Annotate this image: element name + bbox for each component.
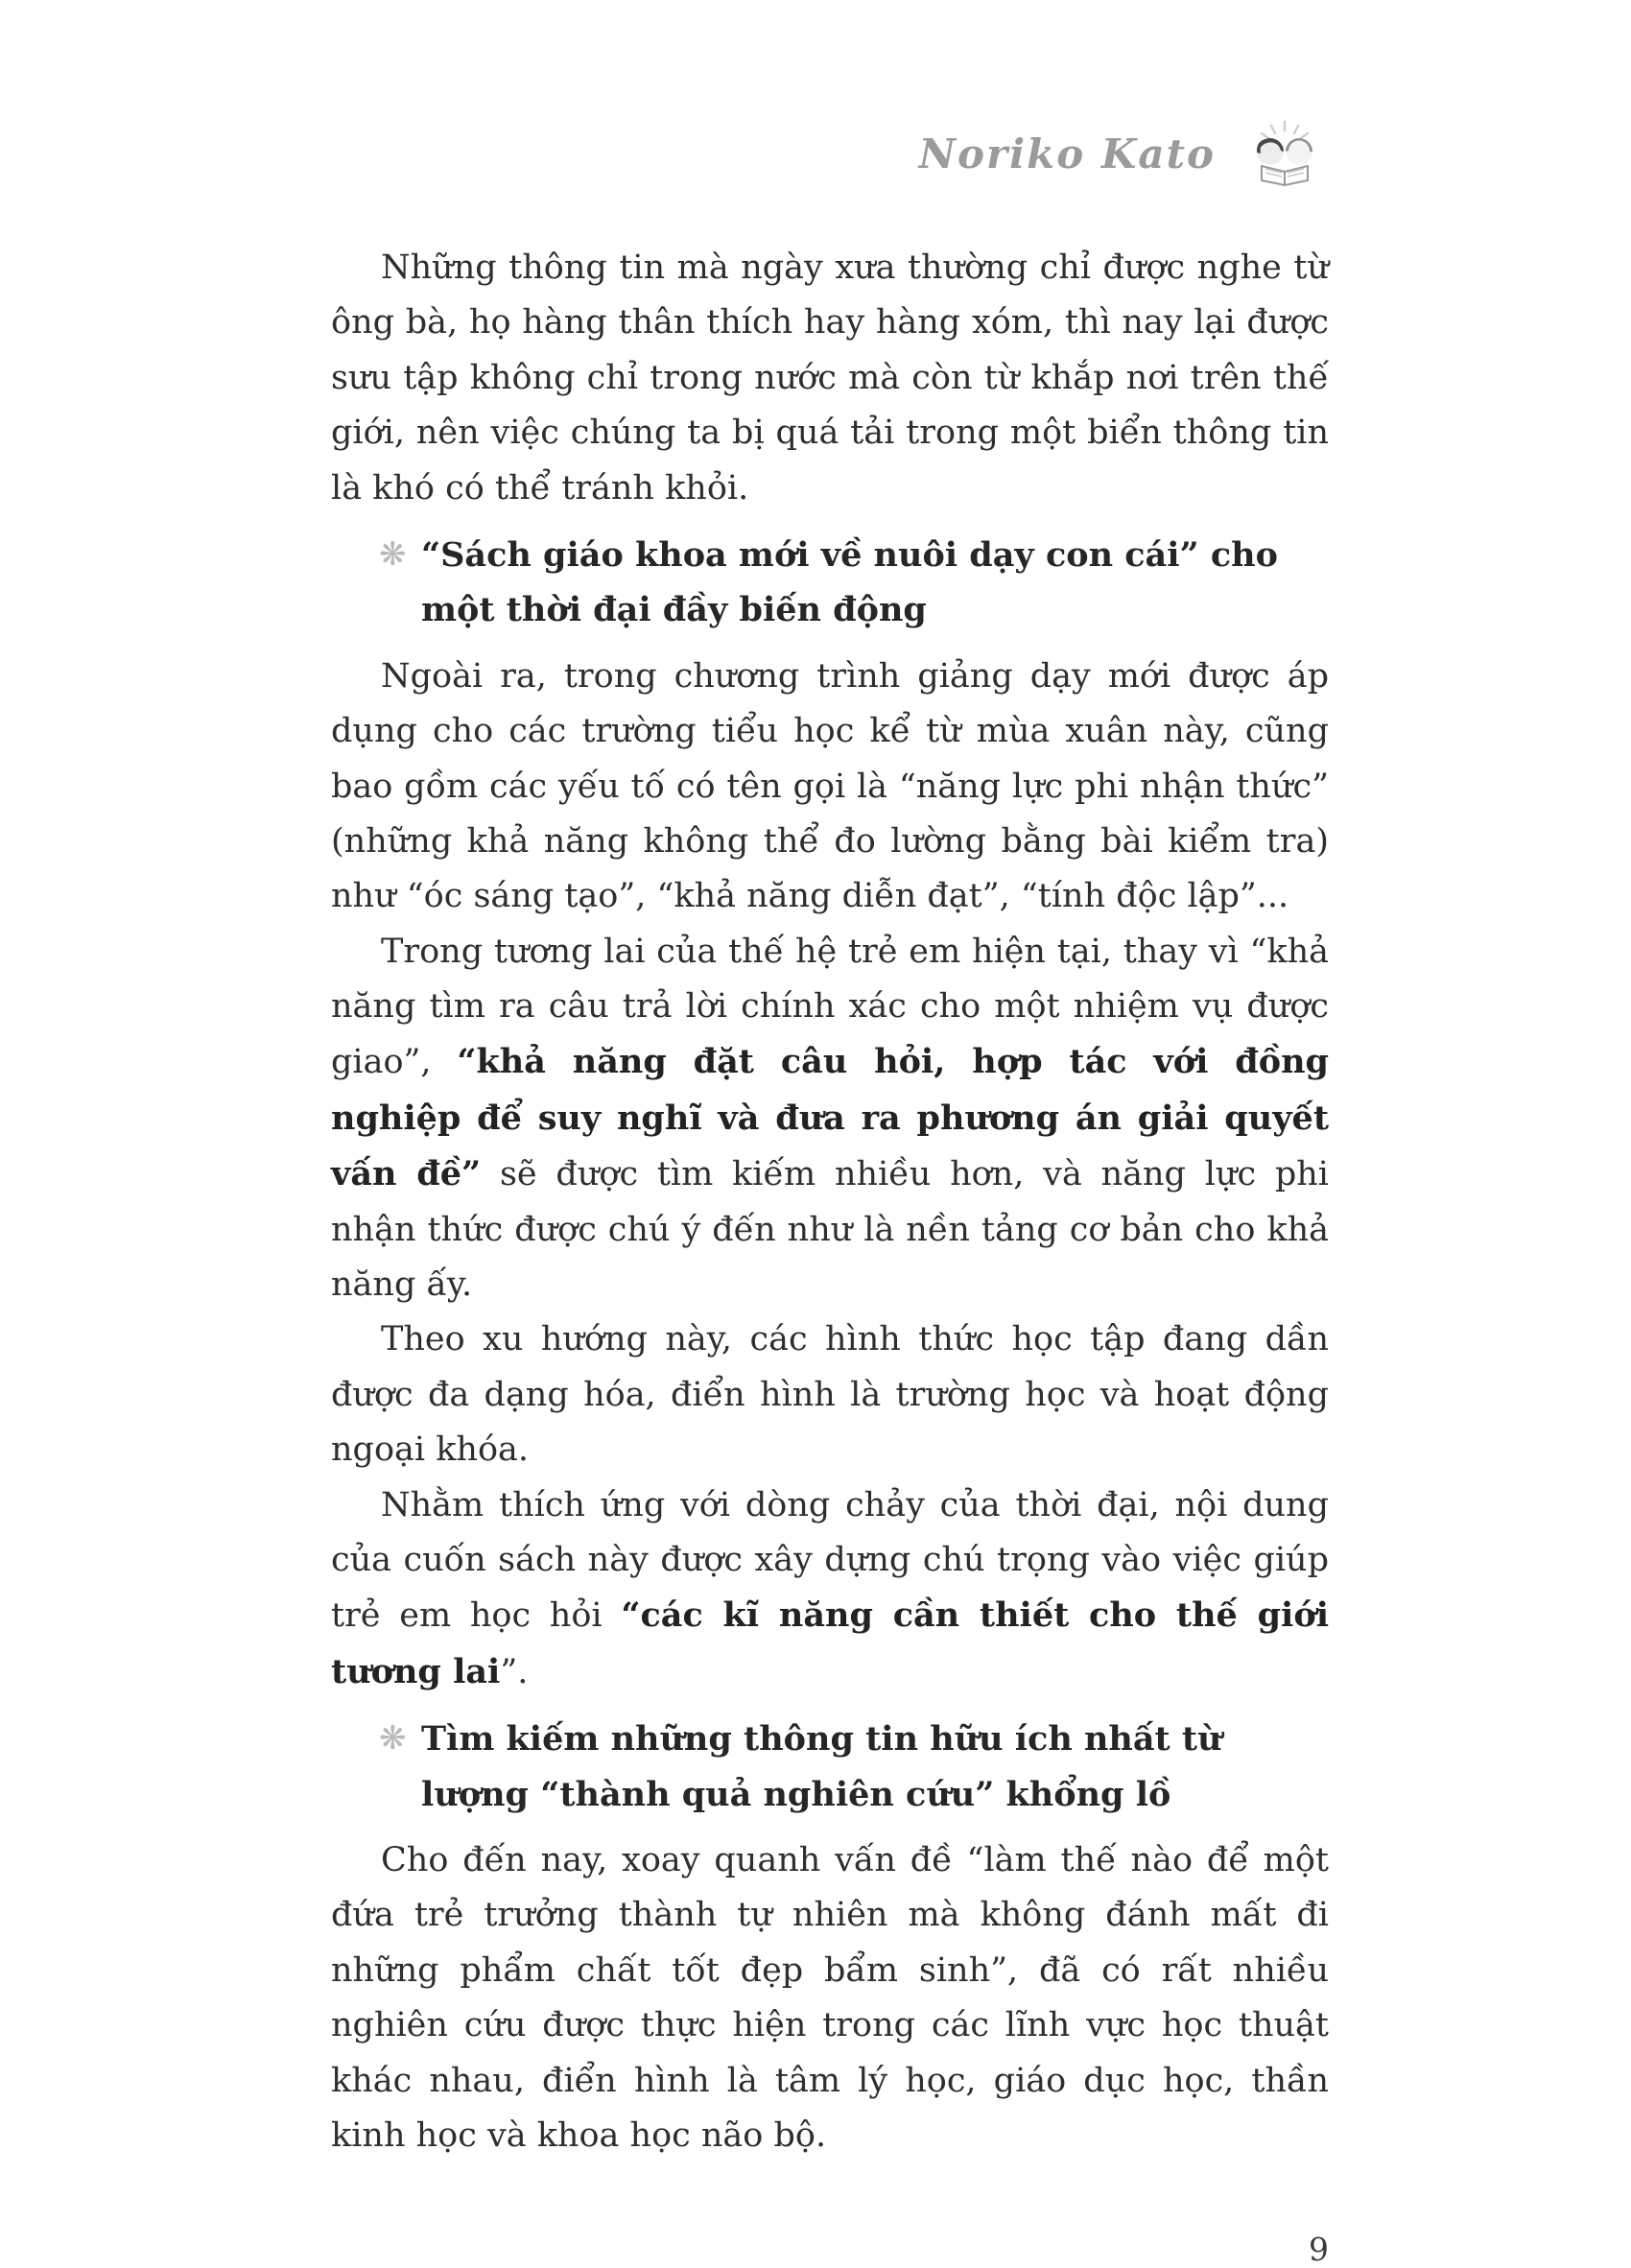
section-heading-1 [379, 528, 1329, 638]
page-footer [331, 2231, 1329, 2268]
paragraph-1: Những thông tin mà ngày xưa thường chỉ được nghe từ ông bà, họ hàng thân thích hay hàng xóm, thì nay lại được sưu tập không chỉ trong nước mà còn từ khắp nơi trên thế giới, nên việc chúng ta bị quá tải trong một biển thông tin là khó có thể tránh khỏi. [331, 248, 1329, 508]
paragraph-3-bold-text: “khả năng đặt câu hỏi, hợp tác với đồng nghiệp để suy nghĩ và đưa ra phương án giải quyết vấn đề” [331, 1042, 1329, 1194]
section-heading-2 [379, 1712, 1329, 1822]
flower-icon: ❋ [379, 1719, 407, 1759]
page-number: 9 [1309, 2231, 1329, 2268]
paragraph-6: Cho đến nay, xoay quanh vấn đề “làm thế nào để một đứa trẻ trưởng thành tự nhiên mà không đánh mất đi những phẩm chất tốt đẹp bẩm sinh”, đã có rất nhiều nghiên cứu được thực hiện trong các lĩnh vực học thuật khác nhau, điển hình là tâm lý học, giáo dục học, thần kinh học và khoa học não bộ. [331, 1840, 1329, 2155]
flower-icon: ❋ [379, 534, 407, 574]
paragraph-3-text-after: sẽ được tìm kiếm nhiều hơn, và năng lực phi nhận thức được chú ý đến như là nền tảng cơ bản cho khả năng ấy. [331, 1155, 1329, 1305]
paragraph-5-text-after: ”. [500, 1652, 529, 1691]
page-header [331, 110, 1329, 197]
section-heading-2-text: Tìm kiếm những thông tin hữu ích nhất từ lượng “thành quả nghiên cứu” khổng lồ [421, 1719, 1222, 1814]
paragraph-3-text: Trong tương lai của thế hệ trẻ em hiện tại, thay vì “khả năng tìm ra câu trả lời chính xác cho một nhiệm vụ được giao”, [331, 932, 1329, 1082]
paragraph-3 [331, 925, 1329, 1313]
section-heading-1-text: “Sách giáo khoa mới về nuôi dạy con cái” cho một thời đại đầy biến động [421, 534, 1278, 630]
children-reading-logo-icon [1241, 120, 1329, 187]
paragraph-2: Ngoài ra, trong chương trình giảng dạy mới được áp dụng cho các trường tiểu học kể từ mùa xuân này, cũng bao gồm các yếu tố có tên gọi là “năng lực phi nhận thức” (những khả năng không thể đo lường bằng bài kiểm tra) như “óc sáng tạo”, “khả năng diễn đạt”, “tính độc lập”... [331, 656, 1329, 916]
paragraph-5-text: Nhằm thích ứng với dòng chảy của thời đại, nội dung của cuốn sách này được xây dựng chú trọng vào việc giúp trẻ em học hỏi [331, 1485, 1329, 1636]
paragraph-5-bold-text: “các kĩ năng cần thiết cho thế giới tương lai [331, 1595, 1329, 1691]
paragraph-4: Theo xu hướng này, các hình thức học tập đang dần được đa dạng hóa, điển hình là trường học và hoạt động ngoại khóa. [331, 1320, 1329, 1470]
paragraph-5 [331, 1478, 1329, 1701]
author-name: Noriko Kato [918, 130, 1216, 177]
page-content [331, 241, 1329, 2163]
